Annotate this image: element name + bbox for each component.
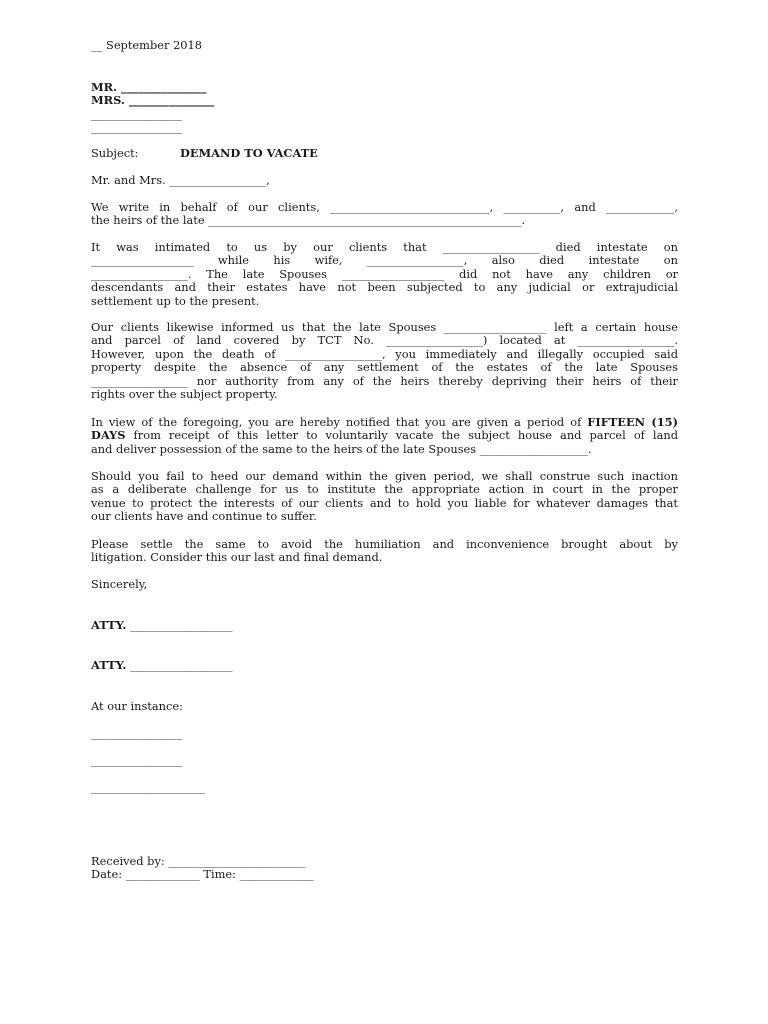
paragraph-line: and parcel of land covered by TCT No. _________________) located at _________________.: [91, 333, 678, 348]
date-time: Date: _____________ Time: _____________: [91, 867, 314, 881]
addressee-line: ________________: [91, 120, 183, 134]
paragraph-line: the heirs of the late _______________________________________________________.: [91, 213, 526, 228]
paragraph-line: settlement up to the present.: [91, 293, 260, 308]
closing: Sincerely,: [91, 577, 148, 591]
subject-label: Subject:: [91, 146, 139, 160]
paragraph-2: [91, 241, 678, 308]
signature-line: __________________: [126, 618, 233, 632]
paragraph-line: _________________ nor authority from any of the heirs thereby depriving their heirs of their: [91, 373, 678, 388]
received-by: Received by: ________________________: [91, 854, 306, 868]
signature-atty-1: [91, 619, 678, 632]
signature-atty-2: [91, 659, 678, 672]
paragraph-line: _________________. The late Spouses __________________ did not have any children or: [91, 266, 678, 281]
paragraph-1: [91, 201, 678, 228]
instance-line: ________________: [91, 753, 183, 767]
paragraph-line: and deliver possession of the same to the heirs of the late Spouses ___________________.: [91, 441, 592, 456]
paragraph-line: rights over the subject property.: [91, 387, 278, 402]
paragraph-line: litigation. Consider this our last and final demand.: [91, 550, 383, 565]
instance-line: ____________________: [91, 780, 205, 794]
paragraph-line: Should you fail to heed our demand within the given period, we shall construe such inaction: [91, 469, 678, 483]
paragraph-line: property despite the absence of any settlement of the estates of the late Spouses: [91, 360, 678, 375]
paragraph-line: __________________ while his wife, _________________, also died intestate on: [91, 253, 678, 268]
instance-label: At our instance:: [91, 699, 183, 713]
salutation: Mr. and Mrs. _________________,: [91, 173, 270, 187]
paragraph-line: Please settle the same to avoid the humiliation and inconvenience brought about by: [91, 537, 678, 551]
paragraph-line: our clients have and continue to suffer.: [91, 509, 317, 524]
instance-line: ________________: [91, 726, 183, 740]
paragraph-line: [91, 429, 678, 442]
paragraph-3: [91, 321, 678, 401]
notice-days: DAYS: [91, 428, 126, 443]
addressee-mr: MR. _______________: [91, 80, 207, 94]
addressee-line: ________________: [91, 107, 183, 121]
paragraph-line: [91, 416, 678, 429]
paragraph-5: [91, 470, 678, 524]
paragraph-line: We write in behalf of our clients, ____________________________, __________, and ____________,: [91, 200, 678, 214]
paragraph-4: [91, 416, 678, 456]
paragraph-6: [91, 538, 678, 565]
paragraph-line: It was intimated to us by our clients that _________________ died intestate on: [91, 240, 678, 254]
notice-period: FIFTEEN (15): [587, 415, 678, 429]
notice-text: from receipt of this letter to voluntarily vacate the subject house and parcel of land: [125, 428, 678, 443]
addressee-mrs: MRS. _______________: [91, 93, 215, 107]
signature-line: __________________: [126, 658, 233, 672]
atty-label: ATTY.: [91, 618, 127, 632]
notice-text: In view of the foregoing, you are hereby notified that you are given a period of: [91, 415, 582, 429]
paragraph-line: venue to protect the interests of our clients and to hold you liable for whatever damages that: [91, 495, 678, 510]
paragraph-line: However, upon the death of _________________, you immediately and illegally occupied said: [91, 346, 678, 361]
paragraph-line: descendants and their estates have not been subjected to any judicial or extrajudicial: [91, 280, 678, 295]
date-line: __ September 2018: [91, 38, 203, 52]
atty-label: ATTY.: [91, 658, 127, 672]
paragraph-line: Our clients likewise informed us that the late Spouses __________________ left a certain house: [91, 320, 678, 334]
subject-title: DEMAND TO VACATE: [180, 146, 318, 160]
paragraph-line: as a deliberate challenge for us to institute the appropriate action in court in the proper: [91, 482, 678, 497]
